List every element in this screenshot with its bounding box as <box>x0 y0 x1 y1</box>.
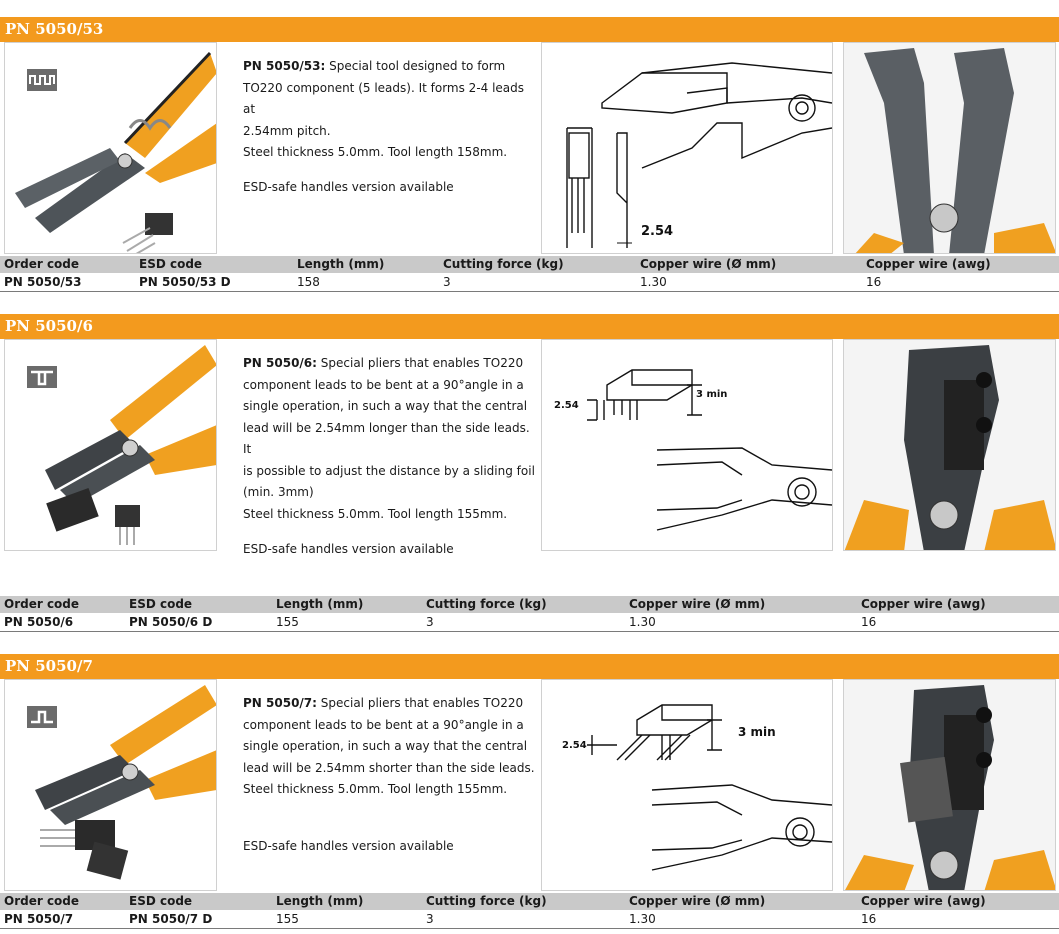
description-line: single operation, in such a way that the central <box>243 399 528 413</box>
col-order-code: Order code <box>4 597 80 611</box>
dimension-label: 3 min <box>738 725 776 739</box>
col-cutting-force: Cutting force (kg) <box>443 257 564 271</box>
description-line: Steel thickness 5.0mm. Tool length 155mm. <box>243 782 508 796</box>
jaw-closeup-image <box>844 43 1056 254</box>
product-title <box>0 17 1059 42</box>
col-length: Length (mm) <box>276 894 364 908</box>
esd-code-value: PN 5050/6 D <box>129 615 213 629</box>
order-code-value: PN 5050/7 <box>4 912 74 926</box>
description-line: component leads to be bent at a 90°angle in a <box>243 717 524 732</box>
closeup-photo <box>843 339 1056 551</box>
pliers-image <box>5 43 217 254</box>
product-title-text: PN 5050/7 <box>5 657 93 675</box>
esd-note: ESD-safe handles version available <box>243 180 454 194</box>
col-esd-code: ESD code <box>129 894 193 908</box>
order-code-value: PN 5050/53 <box>4 275 82 289</box>
table-row <box>0 911 1059 929</box>
product-title <box>0 654 1059 679</box>
col-length: Length (mm) <box>276 597 364 611</box>
dimension-label: 2.54 <box>554 400 579 411</box>
technical-drawing <box>541 42 833 254</box>
description-line: Steel thickness 5.0mm. Tool length 158mm. <box>243 145 508 159</box>
col-cutting-force: Cutting force (kg) <box>426 597 547 611</box>
copper-mm-value: 1.30 <box>629 615 656 629</box>
pliers-image <box>5 680 217 891</box>
product-description <box>243 353 539 525</box>
table-header <box>0 596 1059 613</box>
description-line: Special tool designed to form <box>329 59 506 73</box>
copper-awg-value: 16 <box>861 615 877 629</box>
cutting-force-value: 3 <box>426 615 434 629</box>
length-value: 158 <box>297 275 320 289</box>
jaw-closeup-image <box>844 680 1056 891</box>
table-header <box>0 893 1059 910</box>
col-order-code: Order code <box>4 257 80 271</box>
description-line: Steel thickness 5.0mm. Tool length 155mm. <box>243 506 508 521</box>
product-title-text: PN 5050/53 <box>5 20 104 38</box>
table-row <box>0 614 1059 632</box>
col-copper-mm: Copper wire (Ø mm) <box>629 894 766 908</box>
closeup-photo <box>843 679 1056 891</box>
product-photo <box>4 42 217 254</box>
col-order-code: Order code <box>4 894 80 908</box>
col-copper-awg: Copper wire (awg) <box>861 597 986 611</box>
description-line: component leads to be bent at a 90°angle in a <box>243 377 524 392</box>
closeup-photo <box>843 42 1056 254</box>
dimension-label: 3 min <box>696 389 728 400</box>
description-line: lead will be 2.54mm longer than the side leads. It <box>243 420 530 456</box>
esd-note: ESD-safe handles version available <box>243 542 454 556</box>
product-name-bold: PN 5050/53: <box>243 59 326 73</box>
drawing-svg <box>542 680 833 891</box>
description-line: 2.54mm pitch. <box>243 123 331 138</box>
description-line: lead will be 2.54mm shorter than the side leads. <box>243 760 535 775</box>
table-row <box>0 274 1059 292</box>
table-header <box>0 256 1059 273</box>
col-esd-code: ESD code <box>129 597 193 611</box>
col-cutting-force: Cutting force (kg) <box>426 894 547 908</box>
length-value: 155 <box>276 615 299 629</box>
description-line: Special pliers that enables TO220 <box>320 696 524 710</box>
dimension-label: 2.54 <box>562 740 587 751</box>
technical-drawing <box>541 339 833 551</box>
product-title-text: PN 5050/6 <box>5 317 93 335</box>
product-description <box>243 56 539 164</box>
description-line: is possible to adjust the distance by a sliding foil <box>243 463 535 478</box>
product-title <box>0 314 1059 339</box>
esd-code-value: PN 5050/7 D <box>129 912 213 926</box>
col-length: Length (mm) <box>297 257 385 271</box>
product-photo <box>4 679 217 891</box>
esd-code-value: PN 5050/53 D <box>139 275 231 289</box>
cutting-force-value: 3 <box>443 275 451 289</box>
copper-mm-value: 1.30 <box>640 275 667 289</box>
col-copper-awg: Copper wire (awg) <box>866 257 991 271</box>
col-esd-code: ESD code <box>139 257 203 271</box>
product-name-bold: PN 5050/7: <box>243 696 317 710</box>
technical-drawing <box>541 679 833 891</box>
cutting-force-value: 3 <box>426 912 434 926</box>
col-copper-mm: Copper wire (Ø mm) <box>629 597 766 611</box>
description-line: (min. 3mm) <box>243 485 314 499</box>
length-value: 155 <box>276 912 299 926</box>
copper-awg-value: 16 <box>866 275 882 289</box>
copper-awg-value: 16 <box>861 912 877 926</box>
description-line: TO220 component (5 leads). It forms 2-4 leads at <box>243 80 525 116</box>
product-description <box>243 693 539 801</box>
drawing-svg <box>542 340 833 551</box>
description-line: single operation, in such a way that the central <box>243 739 528 753</box>
jaw-closeup-image <box>844 340 1056 551</box>
description-line: Special pliers that enables TO220 <box>320 356 524 370</box>
drawing-svg <box>542 43 833 254</box>
copper-mm-value: 1.30 <box>629 912 656 926</box>
esd-note: ESD-safe handles version available <box>243 839 454 853</box>
col-copper-mm: Copper wire (Ø mm) <box>640 257 777 271</box>
product-photo <box>4 339 217 551</box>
pliers-image <box>5 340 217 551</box>
product-name-bold: PN 5050/6: <box>243 356 317 370</box>
col-copper-awg: Copper wire (awg) <box>861 894 986 908</box>
dimension-label: 2.54 <box>641 224 674 239</box>
order-code-value: PN 5050/6 <box>4 615 74 629</box>
